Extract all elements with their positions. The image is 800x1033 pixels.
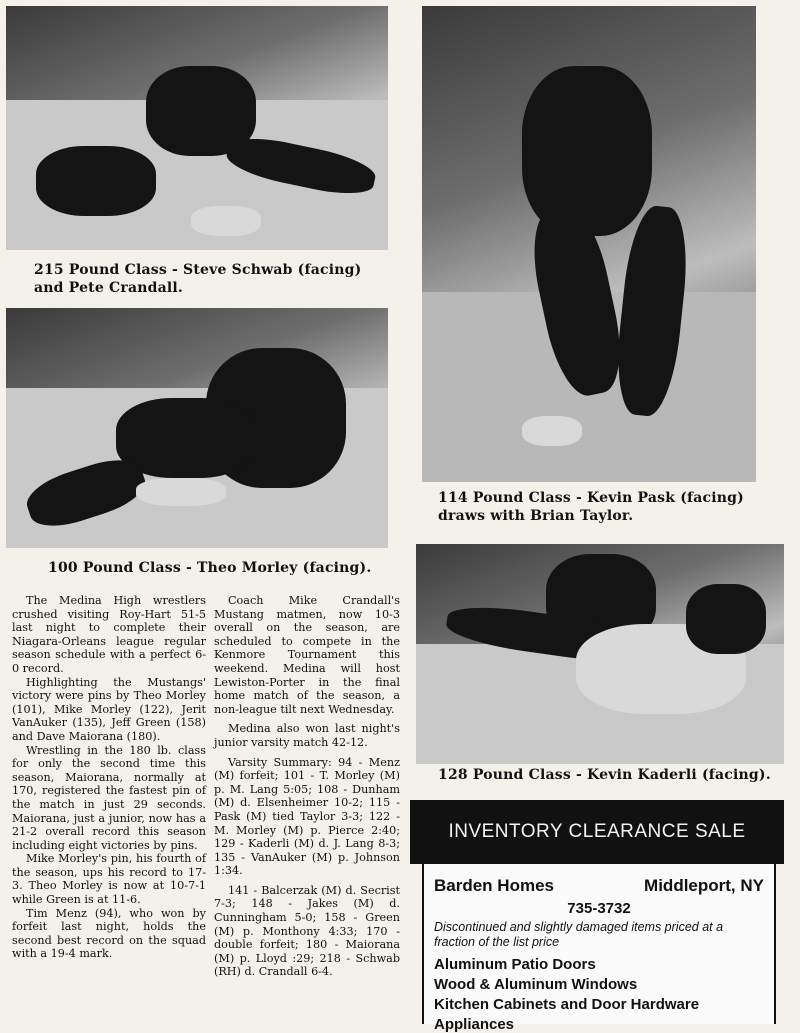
caption-114-pound: 114 Pound Class - Kevin Pask (facing) draws with Brian Taylor. [438,490,744,524]
caption-215-pound: 215 Pound Class - Steve Schwab (facing) and Pete Crandall. [34,262,362,296]
article-paragraph: Medina also won last night's junior varsity match 42-12. [214,722,400,749]
article-paragraph: Tim Menz (94), who won by forfeit last night, holds the second best record on the squad with a 19-4 mark. [12,906,206,961]
ad-location: Middleport, NY [644,876,764,895]
article-paragraph: Varsity Summary: 94 - Menz (M) forfeit; 101 - T. Morley (M) p. M. Lang 5:05; 108 - Dunham (M) d. Elsenheimer 10-2; 115 - Pask (M) tied Taylor 3-3; 122 - M. Morley (M) p. Pierce 2:40; 129 - Kaderli (M) d. J. Lang 8-3; 135 - VanAuker (M) p. Johnson 1:34. [214,755,400,878]
ad-heading: INVENTORY CLEARANCE SALE [410,800,784,864]
article-paragraph: 141 - Balcerzak (M) d. Secrist 7-3; 148 - Jakes (M) d. Cunningham 5-0; 158 - Green (M) p. Monthony 4:33; 170 - double forfeit; 180 - Maiorana (M) p. Lloyd :29; 218 - Schwab (RH) d. Crandall 6-4. [214,883,400,979]
wrestling-photo-100 [6,308,388,548]
article-paragraph: Highlighting the Mustangs' victory were pins by Theo Morley (101), Mike Morley (122), Jerit VanAuker (135), Jeff Green (158) and Dave Maiorana (180). [12,675,206,743]
article-paragraph: Wrestling in the 180 lb. class for only the second time this season, Maiorana, normally at 170, registered the fastest pin of the match in just 29 seconds. Maiorana, just a junior, now has a 21-2 overall record this season including eight victories by pins. [12,743,206,852]
ad-description: Discontinued and slightly damaged items priced at a fraction of the list price [434,920,724,949]
ad-phone: 735-3732 [567,900,631,917]
ad-company-row [434,876,764,896]
ad-company: Barden Homes [434,876,554,895]
ad-item: Aluminum Patio Doors [434,956,596,973]
article-paragraph: Coach Mike Crandall's Mustang matmen, now 10-3 overall on the season, are scheduled to compete in the Kenmore Tournament this weekend. Medina will host Lewiston-Porter in the final home match of the season, a non-league tilt next Wednesday. [214,594,400,716]
article-paragraph: The Medina High wrestlers crushed visiting Roy-Hart 51-5 last night to complete their Niagara-Orleans league regular season schedule with a perfect 6-0 record. [12,594,206,675]
article-column-2 [214,594,400,979]
caption-100-pound: 100 Pound Class - Theo Morley (facing). [48,560,372,576]
advertisement [422,864,776,1033]
ad-item: Kitchen Cabinets and Door Hardware [434,996,700,1013]
article-column-1 [12,594,206,961]
article-paragraph: Mike Morley's pin, his fourth of the season, ups his record to 17-3. Theo Morley is now at 10-7-1 while Green is at 11-6. [12,852,206,907]
ad-item: Appliances [434,1016,515,1033]
ad-item: Wood & Aluminum Windows [434,976,638,993]
wrestling-photo-128 [416,544,784,764]
wrestling-photo-215 [6,6,388,250]
caption-128-pound: 128 Pound Class - Kevin Kaderli (facing). [438,767,771,783]
wrestling-photo-114 [422,6,756,482]
